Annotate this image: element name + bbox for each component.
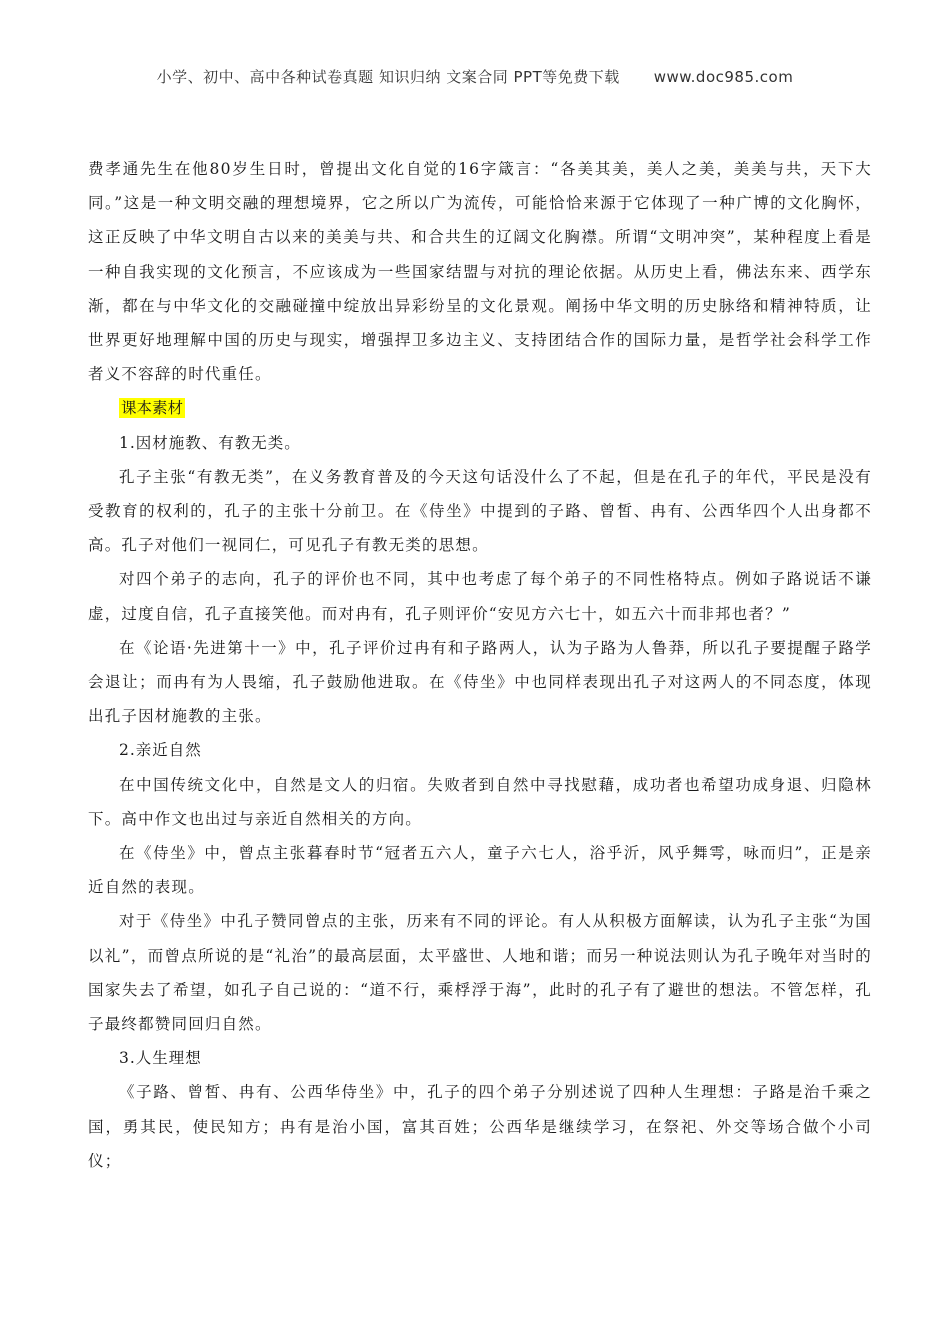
paragraph: 在《论语·先进第十一》中，孔子评价过冉有和子路两人，认为子路为人鲁莽，所以孔子要提醒子路学会退让；而冉有为人畏缩，孔子鼓励他进取。在《侍坐》中也同样表现出孔子对这两人的不同态度，体现出孔子因材施教的主张。 [88, 638, 872, 726]
section-label: 课本素材 [121, 399, 184, 418]
subheading-3: 3.人生理想 [119, 1049, 202, 1068]
paragraph: 对四个弟子的志向，孔子的评价也不同，其中也考虑了每个弟子的不同性格特点。例如子路说话不谦虚，过度自信，孔子直接笑他。而对冉有，孔子则评价“安见方六七十，如五六十而非邦也者？” [88, 570, 872, 623]
subheading-1: 1.因材施教、有教无类。 [119, 433, 301, 452]
header-site-link[interactable]: www.doc985.com [653, 68, 794, 86]
paragraph: 在中国传统文化中，自然是文人的归宿。失败者到自然中寻找慰藉，成功者也希望功成身退、归隐林下。高中作文也出过与亲近自然相关的方向。 [88, 775, 872, 828]
paragraph: 《子路、曾皙、冉有、公西华侍坐》中，孔子的四个弟子分别述说了四种人生理想：子路是治千乘之国，勇其民，使民知方；冉有是治小国，富其百姓；公西华是继续学习，在祭祀、外交等场合做个小司仪； [88, 1083, 872, 1170]
paragraph: 孔子主张“有教无类”，在义务教育普及的今天这句话没什么了不起，但是在孔子的年代，平民是没有受教育的权利的，孔子的主张十分前卫。在《侍坐》中提到的子路、曾皙、冉有、公西华四个人出身都不高。孔子对他们一视同仁，可见孔子有教无类的思想。 [88, 467, 872, 555]
subheading-2: 2.亲近自然 [119, 741, 202, 760]
document-body [88, 152, 872, 1178]
page-header [0, 66, 950, 87]
paragraph-intro: 费孝通先生在他80岁生日时，曾提出文化自觉的16字箴言：“各美其美，美人之美，美美与共，天下大同。”这是一种文明交融的理想境界，它之所以广为流传，可能恰恰来源于它体现了一种广博的文化胸怀，这正反映了中华文明自古以来的美美与共、和合共生的辽阔文化胸襟。所谓“文明冲突”，某种程度上看是一种自我实现的文化预言，不应该成为一些国家结盟与对抗的理论依据。从历史上看，佛法东来、西学东渐，都在与中华文化的交融碰撞中绽放出异彩纷呈的文化景观。阐扬中华文明的历史脉络和精神特质，让世界更好地理解中国的历史与现实，增强捍卫多边主义、支持团结合作的国际力量，是哲学社会科学工作者义不容辞的时代重任。 [88, 160, 872, 384]
header-text: 小学、初中、高中各种试卷真题 知识归纳 文案合同 PPT等免费下载 [156, 68, 620, 86]
paragraph: 在《侍坐》中，曾点主张暮春时节“冠者五六人，童子六七人，浴乎沂，风乎舞雩，咏而归”，正是亲近自然的表现。 [88, 844, 872, 897]
paragraph: 对于《侍坐》中孔子赞同曾点的主张，历来有不同的评论。有人从积极方面解读，认为孔子主张“为国以礼”，而曾点所说的是“礼治”的最高层面，太平盛世、人地和谐；而另一种说法则认为孔子晚年对当时的国家失去了希望，如孔子自己说的：“道不行，乘桴浮于海”，此时的孔子有了避世的想法。不管怎样，孔子最终都赞同回归自然。 [88, 912, 872, 1034]
section-label-wrap [119, 391, 872, 425]
